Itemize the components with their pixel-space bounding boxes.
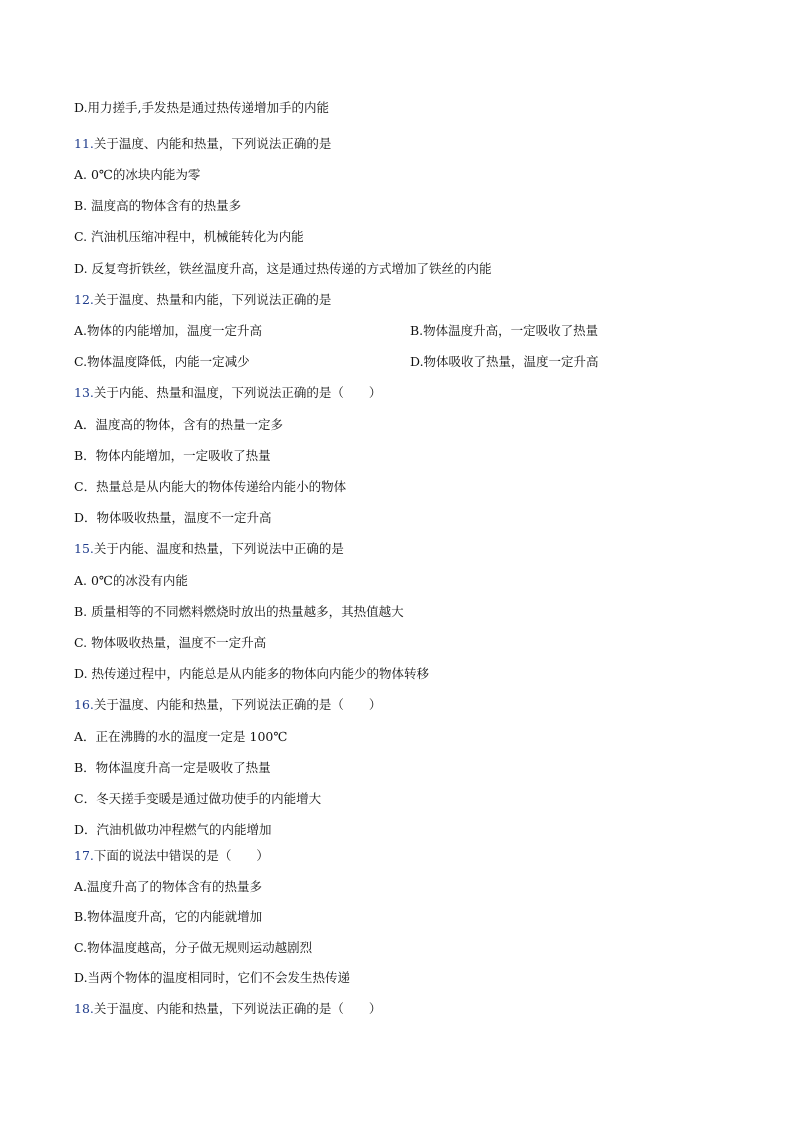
q17-stem: [74, 848, 269, 864]
question-number: 18.: [74, 1001, 94, 1016]
q13-option-c: C．热量总是从内能大的物体传递给内能小的物体: [74, 479, 347, 494]
q15-option-a: A. 0℃的冰没有内能: [74, 573, 188, 588]
q17-option-c: C.物体温度越高，分子做无规则运动越剧烈: [74, 940, 313, 955]
q16-option-c: C．冬天搓手变暖是通过做功使手的内能增大: [74, 791, 322, 806]
option-text: D.用力搓手,手发热是通过热传递增加手的内能: [74, 100, 330, 115]
q11-option-b: B. 温度高的物体含有的热量多: [74, 198, 242, 213]
q15-stem: [74, 541, 344, 557]
q17-option-d: D.当两个物体的温度相同时，它们不会发生热传递: [74, 970, 351, 985]
q18-stem: [74, 1001, 381, 1017]
q16-option-a: A．正在沸腾的水的温度一定是 100℃: [74, 729, 288, 744]
question-text: 关于内能、热量和温度，下列说法正确的是（ ）: [93, 385, 382, 400]
question-text: 关于温度、热量和内能，下列说法正确的是: [93, 292, 332, 307]
question-number: 15.: [74, 541, 94, 556]
q15-option-d: D. 热传递过程中，内能总是从内能多的物体向内能少的物体转移: [74, 666, 430, 681]
q13-option-b: B．物体内能增加，一定吸收了热量: [74, 448, 271, 463]
question-text: 关于内能、温度和热量，下列说法中正确的是: [93, 541, 344, 556]
q13-stem: [74, 385, 381, 401]
q12-option-d: D.物体吸收了热量，温度一定升高: [410, 354, 599, 369]
question-number: 13.: [74, 385, 94, 400]
question-text: 下面的说法中错误的是（ ）: [93, 848, 269, 863]
q12-stem: [74, 292, 331, 308]
q17-option-a: A.温度升高了的物体含有的热量多: [74, 879, 263, 894]
question-text: 关于温度、内能和热量，下列说法正确的是: [93, 136, 332, 151]
question-text: 关于温度、内能和热量，下列说法正确的是（ ）: [93, 1001, 382, 1016]
q15-option-b: B. 质量相等的不同燃料燃烧时放出的热量越多，其热值越大: [74, 604, 404, 619]
q11-option-d: D. 反复弯折铁丝，铁丝温度升高，这是通过热传递的方式增加了铁丝的内能: [74, 261, 492, 276]
q16-option-b: B．物体温度升高一定是吸收了热量: [74, 760, 271, 775]
q12-option-a: A.物体的内能增加，温度一定升高: [74, 323, 263, 338]
question-number: 11.: [74, 136, 94, 151]
q16-stem: [74, 697, 381, 713]
q16-option-d: D．汽油机做功冲程燃气的内能增加: [74, 822, 272, 837]
q11-option-a: A. 0℃的冰块内能为零: [74, 167, 201, 182]
question-number: 12.: [74, 292, 94, 307]
question-text: 关于温度、内能和热量，下列说法正确的是（ ）: [93, 697, 382, 712]
q11-stem: [74, 136, 331, 152]
q11-option-c: C. 汽油机压缩冲程中，机械能转化为内能: [74, 229, 304, 244]
q13-option-a: A．温度高的物体，含有的热量一定多: [74, 417, 284, 432]
q10-option-d: [74, 100, 329, 116]
q15-option-c: C. 物体吸收热量，温度不一定升高: [74, 635, 267, 650]
q13-option-d: D．物体吸收热量，温度不一定升高: [74, 510, 272, 525]
q12-option-b: B.物体温度升高，一定吸收了热量: [410, 323, 599, 338]
question-number: 16.: [74, 697, 94, 712]
q12-option-c: C.物体温度降低，内能一定减少: [74, 354, 250, 369]
question-number: 17.: [74, 848, 94, 863]
q17-option-b: B.物体温度升高，它的内能就增加: [74, 909, 263, 924]
